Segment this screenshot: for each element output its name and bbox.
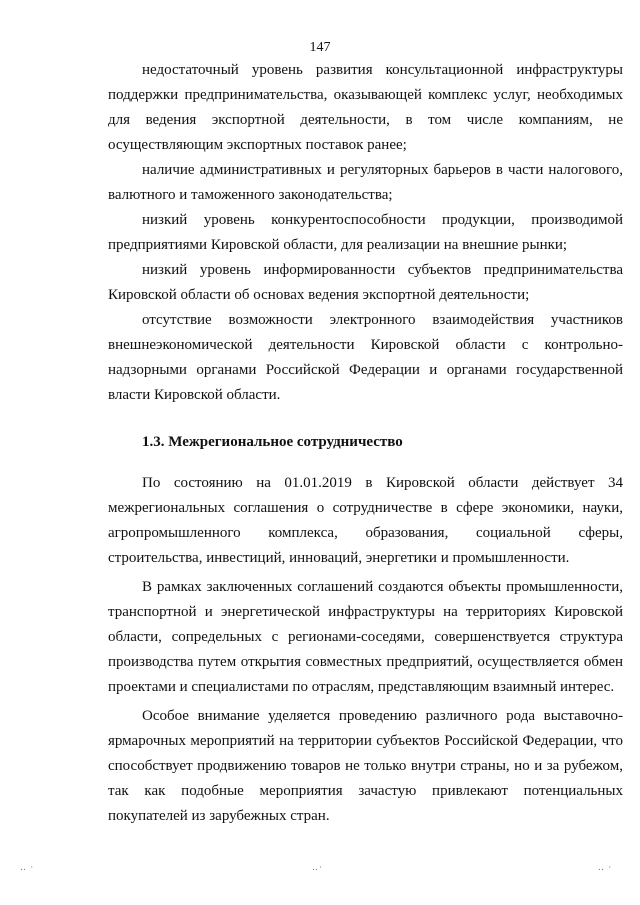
paragraph-joint-projects: В рамках заключенных соглашений создаются объекты промышленности, транспортной и энергетической инфраструктуры на территориях Кировской области, сопредельных с регионами-соседями, совершенствуется структура производства путем открытия совместных предприятий, осуществляется обмен проектами и специалистами по отраслям, представляющим взаимный интерес. bbox=[108, 579, 623, 695]
paragraph-awareness: низкий уровень информированности субъектов предпринимательства Кировской области об основах ведения экспортной деятельности; bbox=[108, 262, 623, 303]
footer-mark-left: ‥ · bbox=[20, 862, 35, 872]
footer-mark-center: ‥· bbox=[312, 862, 323, 872]
page-number: 147 bbox=[309, 40, 331, 55]
paragraph-electronic-interaction: отсутствие возможности электронного взаимодействия участников внешнеэкономической деятельности Кировской области с контрольно-надзорными органами Российской Федерации и органами государственной власти Кировской области. bbox=[108, 312, 623, 403]
paragraph-competitiveness: низкий уровень конкурентоспособности продукции, производимой предприятиями Кировской области, для реализации на внешние рынки; bbox=[108, 212, 623, 253]
section-heading: 1.3. Межрегиональное сотрудничество bbox=[142, 434, 403, 450]
footer-mark-right: ‥ · bbox=[598, 862, 613, 872]
document-body bbox=[108, 58, 623, 829]
paragraph-consulting-infrastructure: недостаточный уровень развития консультационной инфраструктуры поддержки предпринимательства, оказывающей комплекс услуг, необходимых для ведения экспортной деятельности, в том числе компаниям, не осуществляющим экспортных поставок ранее; bbox=[108, 62, 623, 153]
paragraph-exhibitions: Особое внимание уделяется проведению различного рода выставочно-ярмарочных мероприятий на территории субъектов Российской Федерации, что способствует продвижению товаров не только внутри страны, но и за рубежом, так как подобные мероприятия зачастую привлекают потенциальных покупателей из зарубежных стран. bbox=[108, 708, 623, 824]
paragraph-agreements: По состоянию на 01.01.2019 в Кировской области действует 34 межрегиональных соглашения о сотрудничестве в сфере экономики, науки, агропромышленного комплекса, образования, социальной сферы, строительства, инвестиций, инноваций, энергетики и промышленности. bbox=[108, 475, 623, 566]
paragraph-administrative-barriers: наличие административных и регуляторных барьеров в части налогового, валютного и таможенного законодательства; bbox=[108, 162, 623, 203]
